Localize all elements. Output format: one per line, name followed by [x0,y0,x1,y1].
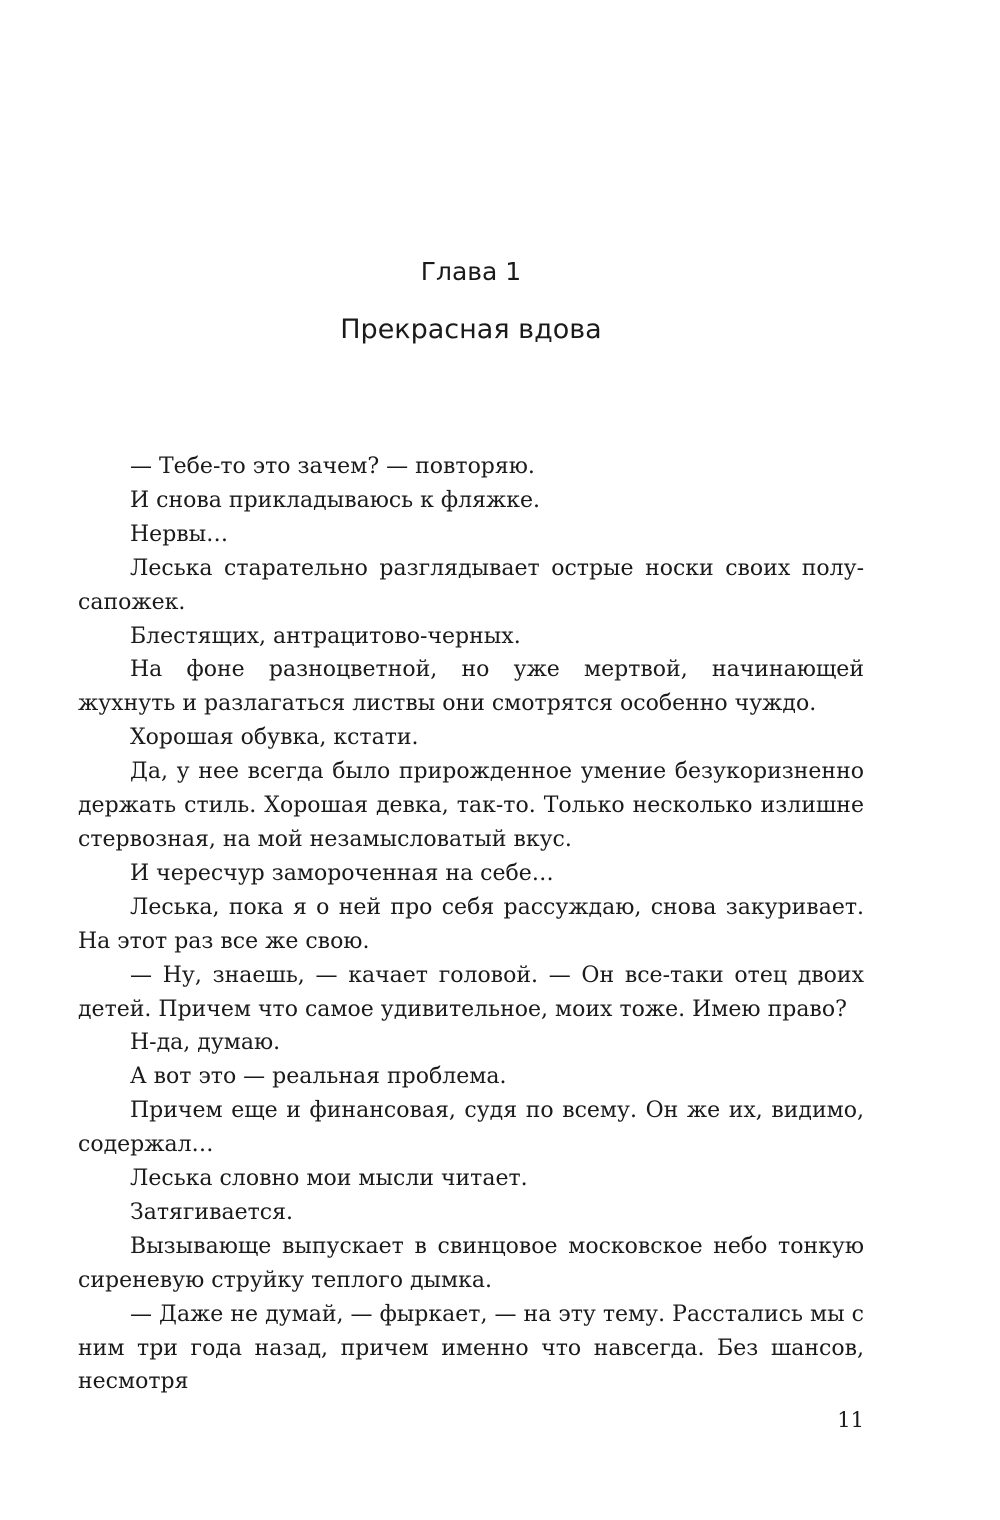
chapter-title: Прекрасная вдова [340,314,602,345]
paragraph: Леська старательно разглядывает острые носки своих полусапожек. [78,555,864,615]
paragraph: — Тебе-то это зачем? — повторяю. [130,454,535,479]
paragraph: Нервы… [130,521,229,547]
paragraph: На фоне разноцветной, но уже мертвой, начинающей жухнуть и разлагаться листвы они смотрятся особенно чуждо. [78,657,864,717]
paragraph: Причем еще и финансовая, судя по всему. Он же их, видимо, содержал… [78,1098,864,1158]
paragraph: Н-да, думаю. [130,1030,281,1056]
paragraph: Да, у нее всегда было прирожденное умение безукоризненно держать стиль. Хорошая девка, так-то. Только несколько излишне стервозная, на мой незамысловатый вкус. [78,759,864,852]
paragraph: И чересчур замороченная на себе… [130,860,554,886]
paragraph: — Ну, знаешь, — качает головой. — Он все-таки отец двоих детей. Причем что самое удивительное, моих тоже. Имею право? [78,962,864,1022]
paragraph: Блестящих, антрацитово-черных. [130,623,521,649]
paragraph: А вот это — реальная проблема. [130,1064,507,1090]
body-text [78,450,864,1399]
page-number: 11 [837,1408,864,1432]
paragraph: Леська словно мои мысли читает. [130,1166,528,1192]
paragraph: Вызывающе выпускает в свинцовое московское небо тонкую сиреневую струйку теплого дымка. [78,1233,864,1293]
paragraph: Затягивается. [130,1199,293,1225]
paragraph: — Даже не думай, — фыркает, — на эту тему. Расстались мы с ним три года назад, причем именно что навсегда. Без шансов, несмотря [78,1301,864,1395]
chapter-number: Глава 1 [420,257,522,286]
paragraph: И снова прикладываюсь к фляжке. [130,487,540,513]
paragraph: Леська, пока я о ней про себя рассуждаю, снова закуривает. На этот раз все же свою. [78,894,864,954]
paragraph: Хорошая обувка, кстати. [130,725,419,751]
